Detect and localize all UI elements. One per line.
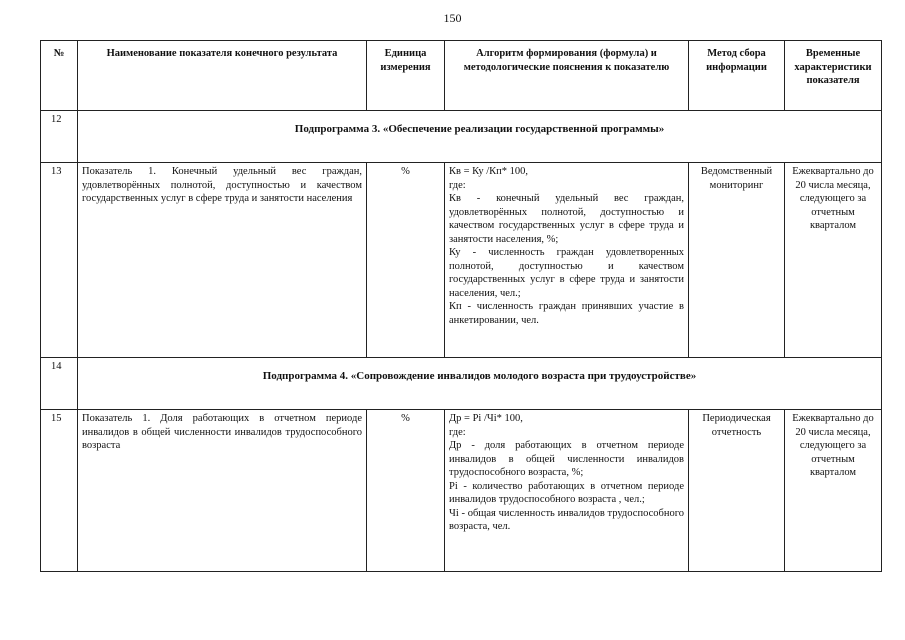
formula: Кв = Ку /Кп* 100,: [449, 166, 529, 177]
subprogram-row: [41, 358, 882, 410]
indicator-method: Периодическая отчетность: [689, 410, 785, 572]
indicator-method: Ведомственный мониторинг: [689, 163, 785, 358]
header-row: [41, 41, 882, 111]
header-unit: Единица измерения: [367, 41, 445, 111]
formula-definition: Кп - численность граждан принявших участие в анкетировании, чел.: [449, 301, 684, 326]
indicator-row: [41, 163, 882, 358]
header-algorithm: Алгоритм формирования (формула) и методологические пояснения к показателю: [445, 41, 689, 111]
row-number: 13: [41, 163, 78, 358]
indicators-table: [40, 40, 882, 572]
indicator-unit: %: [367, 163, 445, 358]
subprogram-title: Подпрограмма 3. «Обеспечение реализации государственной программы»: [78, 111, 882, 163]
subprogram-row: [41, 111, 882, 163]
subprogram-title: Подпрограмма 4. «Сопровождение инвалидов молодого возраста при трудоустройстве»: [78, 358, 882, 410]
indicator-name: Показатель 1. Конечный удельный вес граждан, удовлетворённых полнотой, доступностью и качеством государственных услуг в сфере труда и занятости населения: [78, 163, 367, 358]
formula: Др = Pi /Чi* 100,: [449, 413, 523, 424]
indicator-algorithm: [445, 163, 689, 358]
header-method: Метод сбора информации: [689, 41, 785, 111]
row-number: 12: [41, 111, 78, 163]
formula-where: где:: [449, 179, 466, 191]
indicator-name: Показатель 1. Доля работающих в отчетном периоде инвалидов в общей численности инвалидов трудоспособного возраста: [78, 410, 367, 572]
header-name: Наименование показателя конечного результата: [78, 41, 367, 111]
row-number: 15: [41, 410, 78, 572]
formula-definition: Кв - конечный удельный вес граждан, удовлетворённых полнотой, доступностью и качеством государственных услуг в сфере труда и занятости населения, %;: [449, 193, 684, 245]
indicator-timing: Ежеквартально до 20 числа месяца, следующего за отчетным кварталом: [785, 410, 882, 572]
formula-definition: Др - доля работающих в отчетном периоде инвалидов в общей численности инвалидов трудоспособного возраста, %;: [449, 440, 684, 478]
indicator-row: [41, 410, 882, 572]
indicator-algorithm: [445, 410, 689, 572]
row-number: 14: [41, 358, 78, 410]
formula-where: где:: [449, 426, 466, 438]
page-number: 150: [443, 11, 462, 25]
formula-definition: Чi - общая численность инвалидов трудоспособного возраста, чел.: [449, 507, 684, 532]
formula-definition: Pi - количество работающих в отчетном периоде инвалидов трудоспособного возраста , чел.;: [449, 480, 684, 505]
header-timing: Временные характеристики показателя: [785, 41, 882, 111]
indicator-timing: Ежеквартально до 20 числа месяца, следующего за отчетным кварталом: [785, 163, 882, 358]
formula-definition: Ку - численность граждан удовлетворенных полнотой, доступностью и качеством государственных услуг в сфере труда и занятости населения, чел.;: [449, 247, 684, 299]
header-num: №: [41, 41, 78, 111]
indicator-unit: %: [367, 410, 445, 572]
